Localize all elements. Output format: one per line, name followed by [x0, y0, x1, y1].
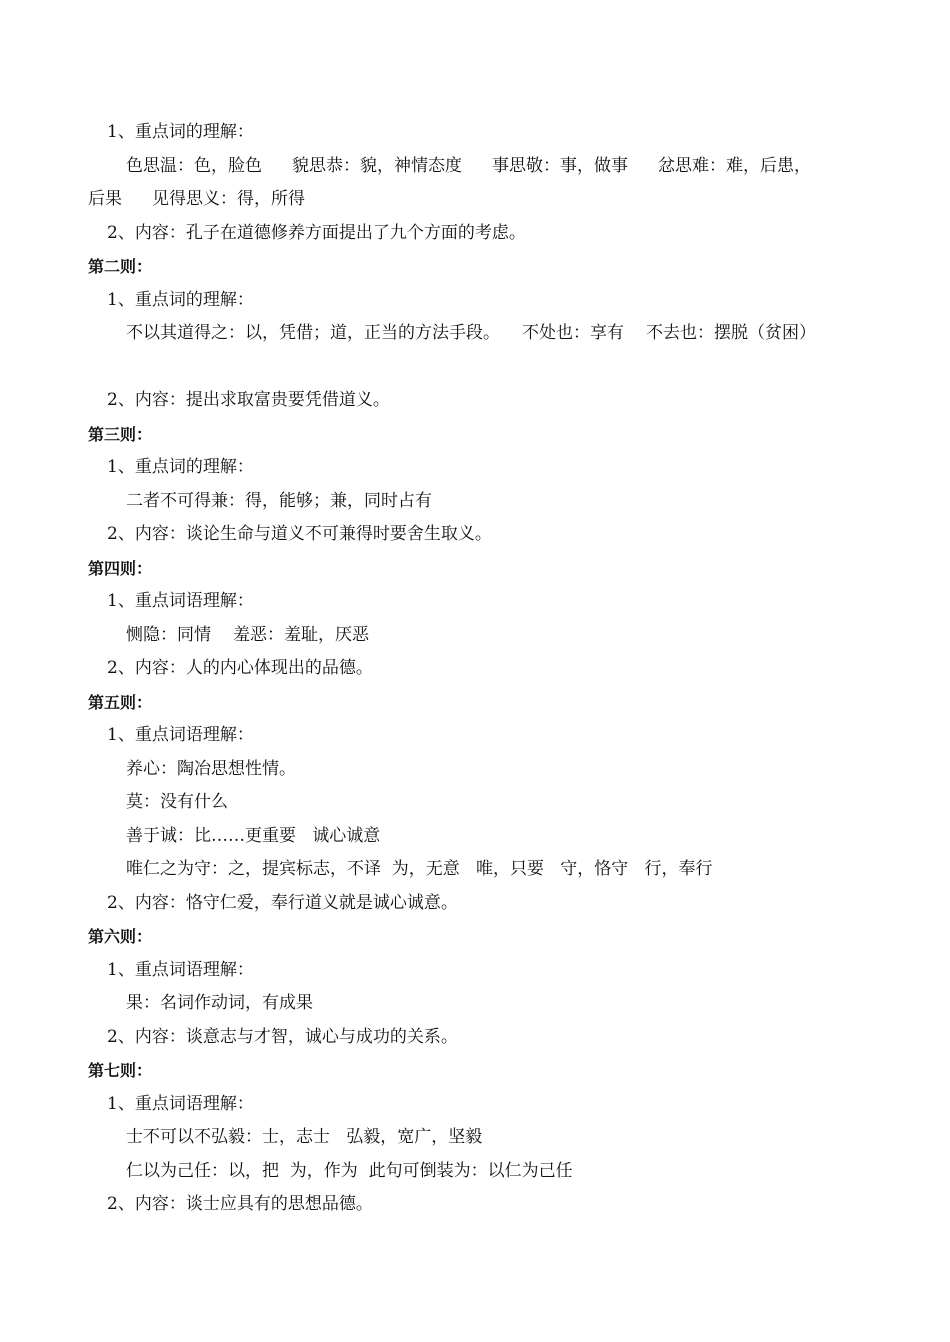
document-body	[88, 116, 878, 1222]
key-words-label: 1、重点词语理解：	[107, 959, 254, 980]
term: 不去也：摆脱（贫困）	[646, 323, 816, 343]
section-title: 第二则：	[88, 257, 153, 276]
content-line: 2、内容：谈士应具有的思想品德。	[107, 1194, 373, 1214]
key-words-label: 1、重点词语理解：	[107, 1093, 254, 1114]
section-title: 第五则：	[88, 692, 153, 712]
terms-paragraph	[88, 317, 878, 384]
term: 见得思义：得，所得	[152, 189, 305, 209]
terms-line: 善于诚：比……更重要 诚心诚意	[126, 825, 381, 846]
section-title: 第三则：	[88, 424, 153, 444]
terms-line: 唯仁之为守：之，提宾标志，不译 为，无意 唯，只要 守，恪守 行，奉行	[126, 859, 713, 879]
terms-line	[88, 150, 878, 184]
content-line: 2、内容：人的内心体现出的品德。	[107, 658, 373, 678]
section-title: 第四则：	[88, 558, 153, 578]
terms-line	[88, 183, 878, 217]
terms-line: 二者不可得兼：得，能够；兼，同时占有	[126, 490, 432, 511]
terms-line: 果：名词作动词，有成果	[126, 993, 313, 1013]
content-line: 2、内容：谈论生命与道义不可兼得时要舍生取义。	[107, 524, 492, 544]
term: 不以其道得之：以，凭借；道，正当的方法手段。	[126, 323, 500, 343]
term: 色思温：色，脸色	[126, 155, 262, 176]
key-words-label: 1、重点词语理解：	[107, 725, 254, 745]
section-title: 第七则：	[88, 1061, 153, 1080]
term: 恻隐：同情	[126, 624, 211, 645]
term: 羞恶：羞耻，厌恶	[233, 624, 369, 645]
terms-line: 莫：没有什么	[126, 792, 228, 812]
term: 貌思恭：貌，神情态度	[292, 155, 462, 176]
terms-line: 士不可以不弘毅：士，志士 弘毅，宽广，坚毅	[126, 1127, 483, 1147]
content-line: 2、内容：提出求取富贵要凭借道义。	[107, 390, 390, 410]
section-title: 第六则：	[88, 927, 153, 946]
key-words-label: 1、重点词的理解：	[107, 457, 254, 477]
term: 事思敬：事，做事	[492, 155, 628, 176]
terms-line	[88, 619, 878, 653]
term: 后果	[88, 189, 122, 209]
term: 忿思难：难，后患，	[658, 155, 811, 176]
term: 不处也：享有	[522, 323, 624, 343]
key-words-label: 1、重点词的理解：	[107, 122, 254, 142]
terms-line: 仁以为己任：以，把 为，作为 此句可倒装为：以仁为己任	[126, 1160, 573, 1181]
content-line: 2、内容：孔子在道德修养方面提出了九个方面的考虑。	[107, 222, 526, 243]
terms-line: 养心：陶冶思想性情。	[126, 758, 296, 779]
content-line: 2、内容：恪守仁爱，奉行道义就是诚心诚意。	[107, 892, 458, 913]
key-words-label: 1、重点词语理解：	[107, 591, 254, 611]
key-words-label: 1、重点词的理解：	[107, 289, 254, 310]
content-line: 2、内容：谈意志与才智，诚心与成功的关系。	[107, 1026, 458, 1047]
